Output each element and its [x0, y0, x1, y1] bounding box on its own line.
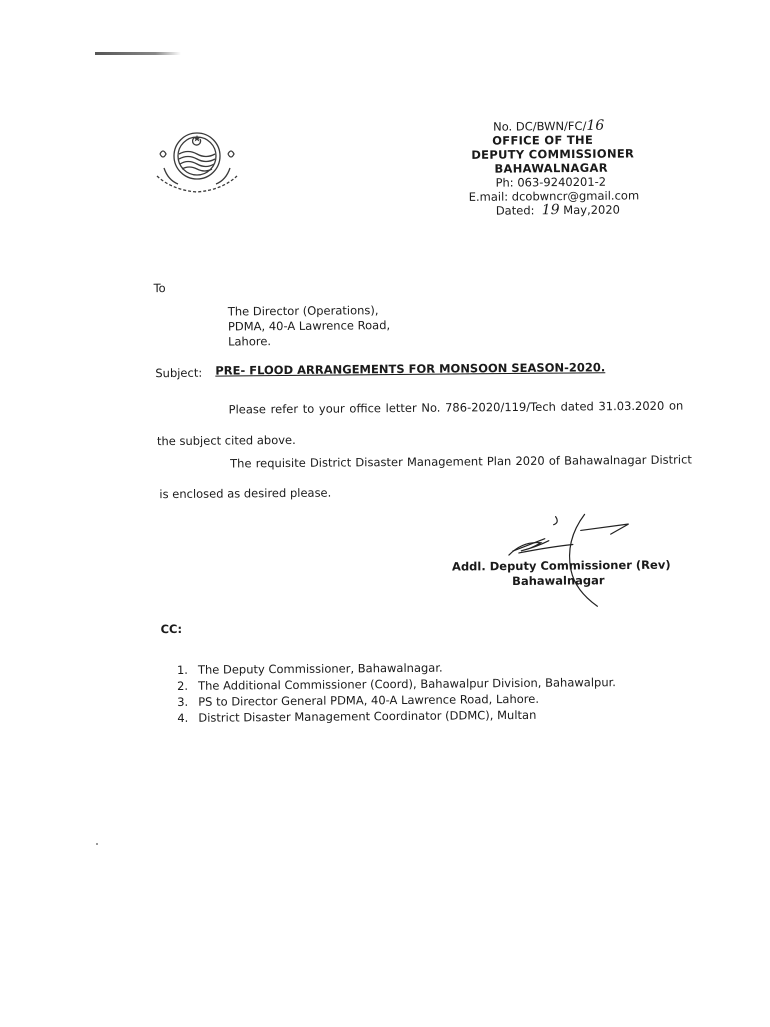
cc-list: [177, 658, 616, 726]
cc-item: 3. PS to Director General PDMA, 40-A Lawrence Road, Lahore.: [177, 691, 540, 709]
cc-item: 2. The Additional Commissioner (Coord), Bahawalpur Division, Bahawalpur.: [176, 675, 616, 693]
signatory-title: Addl. Deputy Commissioner (Rev): [451, 557, 671, 574]
cc-item: 4. District Disaster Management Coordinator (DDMC), Multan: [177, 707, 537, 725]
paragraph-2-line-2: is enclosed as desired please.: [159, 485, 332, 502]
office-line-3: BAHAWALNAGAR: [494, 160, 608, 176]
signatory-place: Bahawalnagar: [512, 573, 605, 589]
handwritten-ref-number: 16: [586, 117, 605, 134]
paragraph-1-line-2: the subject cited above.: [156, 432, 296, 449]
recipient-line-1: The Director (Operations),: [227, 303, 379, 319]
recipient-line-2: PDMA, 40-A Lawrence Road,: [227, 318, 391, 334]
handwritten-date-day: 19: [541, 202, 560, 219]
reference-number: No. DC/BWN/FC/16: [492, 117, 605, 134]
office-line-1: OFFICE OF THE: [492, 132, 594, 148]
to-label: To: [153, 281, 166, 296]
subject-label: Subject:: [155, 365, 203, 381]
phone-number: Ph: 063-9240201-2: [495, 174, 607, 190]
cc-label: CC:: [160, 621, 183, 637]
paragraph-2-line-1: The requisite District Disaster Management Plan 2020 of Bahawalnagar District: [230, 452, 692, 471]
subject-text: PRE- FLOOD ARRANGEMENTS FOR MONSOON SEASON-2020.: [215, 360, 606, 378]
recipient-address: [228, 303, 391, 349]
paragraph-1-line-1: Please refer to your office letter No. 786-2020/119/Tech dated 31.03.2020 on: [228, 398, 684, 417]
office-line-2: DEPUTY COMMISSIONER: [471, 146, 635, 162]
date-line: Dated: 19 May,2020: [495, 202, 621, 219]
recipient-line-3: Lahore.: [227, 334, 272, 349]
cc-item: 1. The Deputy Commissioner, Bahawalnagar.: [176, 660, 443, 677]
email-address: E.mail: dcobwncr@gmail.com: [468, 188, 640, 204]
